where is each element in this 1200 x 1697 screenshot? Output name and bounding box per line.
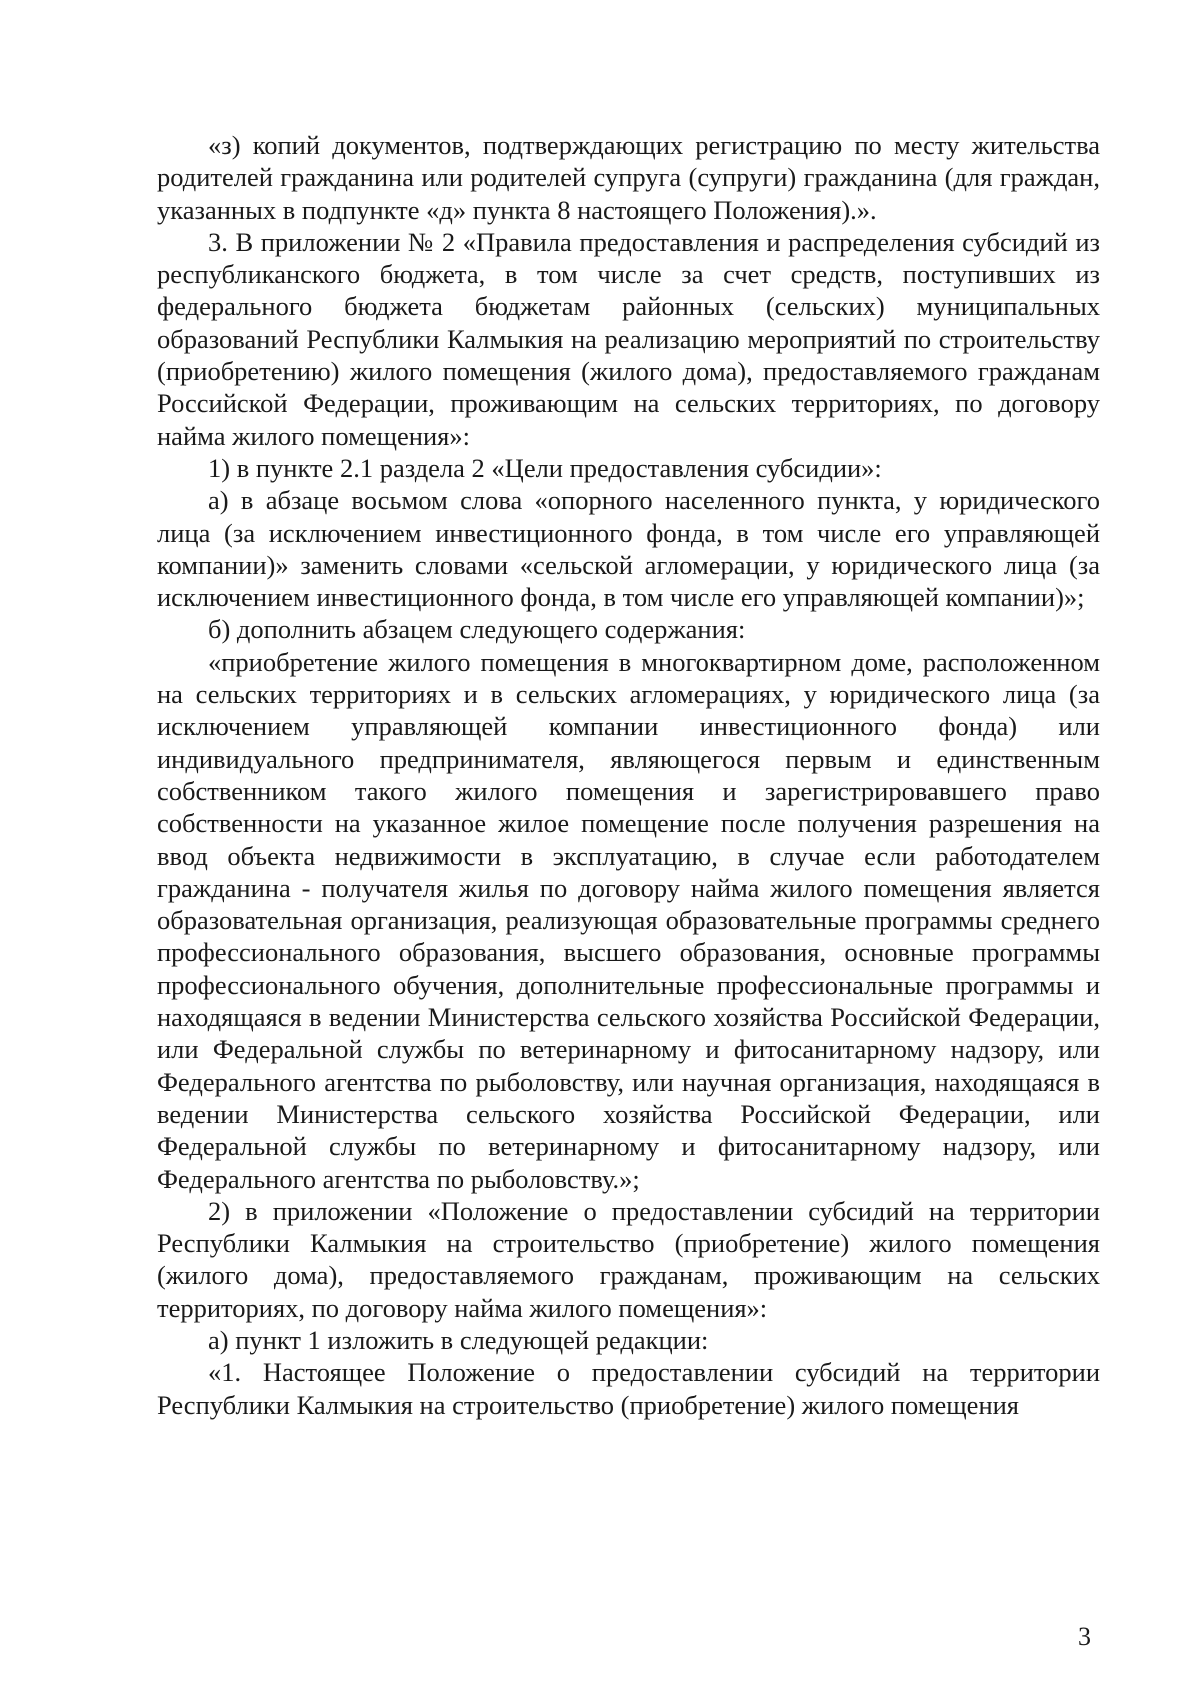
paragraph-subitem-1: 1) в пункте 2.1 раздела 2 «Цели предоставления субсидии»: xyxy=(208,452,882,483)
paragraph-item-3: 3. В приложении № 2 «Правила предоставления и распределения субсидий из республиканского бюджета, в том числе за счет средств, поступивших из федерального бюджета бюджетам районных (сельских) муниципальных образований Республики Калмыкия на реализацию мероприятий по строительству (приобретению) жилого помещения (жилого дома), предоставляемого гражданам Российской Федерации, проживающим на сельских территориях, по договору найма жилого помещения»: xyxy=(157,226,1100,451)
paragraph-quoted-addition: «приобретение жилого помещения в многоквартирном доме, расположенном на сельских территориях и в сельских агломерациях, у юридического лица (за исключением управляющей компании инвестиционного фонда) или индивидуального предпринимателя, являющегося первым и единственным собственником такого жилого помещения и зарегистрировавшего право собственности на указанное жилое помещение после получения разрешения на ввод объекта недвижимости в эксплуатацию, в случае если работодателем гражданина - получателя жилья по договору найма жилого помещения является образовательная организация, реализующая образовательные программы среднего профессионального образования, высшего образования, основные программы профессионального обучения, дополнительные профессиональные программы и находящаяся в ведении Министерства сельского хозяйства Российской Федерации, или Федеральной службы по ветеринарному и фитосанитарному надзору, или Федерального агентства по рыболовству, или научная организация, находящаяся в ведении Министерства сельского хозяйства Российской Федерации, или Федеральной службы по ветеринарному и фитосанитарному надзору, или Федерального агентства по рыболовству.»; xyxy=(157,646,1100,1194)
paragraph-subitem-a-point-1: а) пункт 1 изложить в следующей редакции: xyxy=(208,1324,709,1355)
page-number: 3 xyxy=(1078,1622,1091,1651)
paragraph-subitem-b: б) дополнить абзацем следующего содержания: xyxy=(208,614,746,645)
paragraph-subitem-a: а) в абзаце восьмом слова «опорного населенного пункта, у юридического лица (за исключением инвестиционного фонда, в том числе его управляющей компании)» заменить словами «сельской агломерации, у юридического лица (за исключением инвестиционного фонда, в том числе его управляющей компании)»; xyxy=(157,485,1100,613)
paragraph-quoted-point-1: «1. Настоящее Положение о предоставлении субсидий на территории Республики Калмыкия на строительство (приобретение) жилого помещения xyxy=(157,1357,1100,1420)
paragraph-z-documents: «з) копий документов, подтверждающих регистрацию по месту жительства родителей гражданина или родителей супруга (супруги) гражданина (для граждан, указанных в подпункте «д» пункта 8 настоящего Положения).». xyxy=(157,130,1100,225)
paragraph-subitem-2: 2) в приложении «Положение о предоставлении субсидий на территории Республики Калмыкия на строительство (приобретение) жилого помещения (жилого дома), предоставляемого гражданам, проживающим на сельских территориях, по договору найма жилого помещения»: xyxy=(157,1195,1100,1323)
document-body xyxy=(157,129,1100,1421)
